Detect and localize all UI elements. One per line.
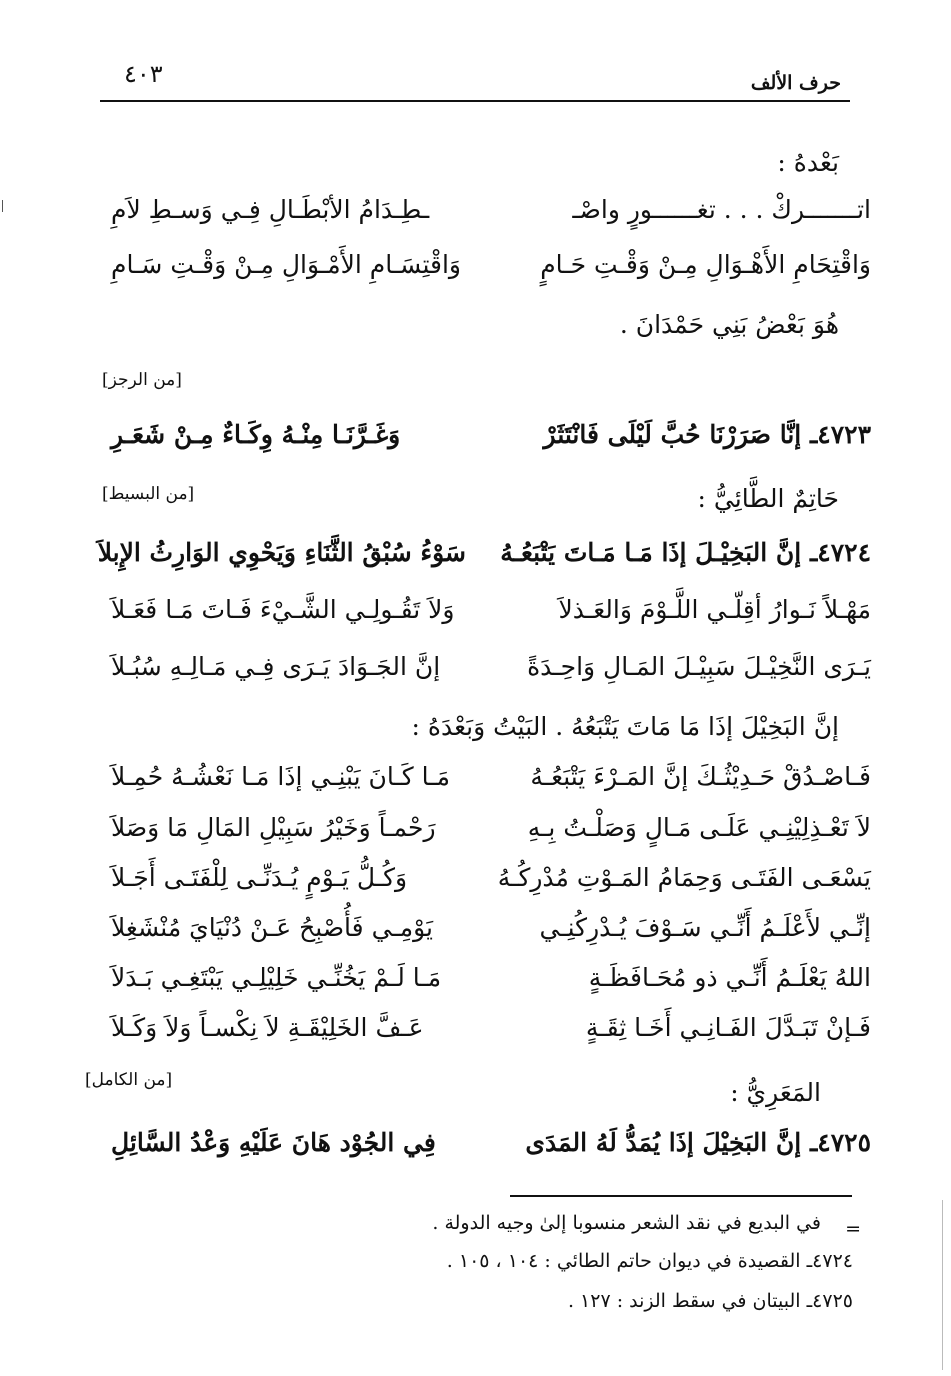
verse-text: إنَّا صَرَرْنَا حُبَّ لَيْلَى فَانْتَثَرْ [543, 420, 802, 449]
verse-text: إنَّ البَخِيْـلَ إذَا مَـا مَـاتَ يَتْبَعُـهُ [500, 538, 802, 567]
verse-hemistich-2: سَوْءُ سُبْقُ الثَّنَاءِ وَيَحْوِي الوَارِثُ الإِبلاَ [97, 538, 466, 567]
verse-hemistich-2: ـطِـدَامُ الأبْطَـالِ فِـي وَسـطِ لاَمِ [111, 195, 430, 224]
verse-hemistich-2: مَـا كَـانَ يَبْنِـي إذَا مَـا نَعْشُـهُ حُمِـلاَ [111, 762, 450, 791]
verse-hemistich-1: وَاقْتِحَامِ الأَهْـوَالِ مِـنْ وَقْـتِ حَـامٍ [540, 250, 871, 279]
verse-row [111, 652, 871, 692]
verse-hemistich-1: فَـإنْ تَبَـدَّلَ الفَـانِـي أَخَـا ثِقَـةٍ [585, 1013, 871, 1042]
verse-hemistich-1: اتـــــــركْ . . . تغــــــورٍ واصْـ [572, 195, 871, 224]
verse-hemistich-2: عَـفَّ الخَلِيْقَـةِ لاَ نِكْسـاً وَلاَ وَكَـلاَ [111, 1013, 424, 1042]
commentary-line: هُوَ بَعْضُ بَنِي حَمْدَانَ . [619, 310, 839, 339]
meter-label: [من الكامل] [85, 1070, 173, 1090]
verse-hemistich-1 [500, 538, 871, 567]
verse-hemistich-2: مَـا لَـمْ يَخُنِّـي خَلِيْلِـي يَبْتَغِـي بَـدَلاَ [111, 963, 442, 992]
footnote-rule [510, 1195, 852, 1197]
intro-line: بَعْدهُ : [777, 148, 839, 177]
verse-hemistich-2: رَحْمـاً وَخَيْرُ سَبِيْلِ المَالِ مَا وَصَلاَ [111, 813, 436, 842]
footnote-continuation-mark: = [845, 1218, 861, 1240]
poet-name: حَاتِمٌ الطَّائِيُّ : [697, 484, 839, 513]
verse-hemistich-1: اللهُ يَعْلَـمُ أَنِّـي ذو مُحَـافَظَـةٍ [588, 963, 871, 992]
verse-hemistich-2: وَاقْتِسَـامِ الأَمْـوَالِ مِـنْ وَقْـتِ سَـامِ [111, 250, 461, 279]
verse-hemistich-2: وَكُـلُّ يَـوْمٍ يُـدَنِّـى لِلْفَتَـى أَجَـلاَ [111, 863, 408, 892]
verse-row [111, 913, 871, 953]
footnote: ٤٧٢٥ـ البيتان في سقط الزند : ١٢٧ . [567, 1290, 853, 1312]
verse-row-4724 [97, 538, 871, 578]
verse-hemistich-1 [525, 1128, 871, 1157]
scan-edge-mark [2, 200, 3, 212]
verse-row [111, 1013, 871, 1053]
meter-label: [من البسيط] [102, 484, 195, 504]
verse-text: إنَّ البَخِيْلَ إذَا يُمَدُّ لَهُ المَدَى [525, 1128, 802, 1157]
verse-number: ٤٧٢٤ـ [809, 538, 871, 567]
verse-row [111, 195, 871, 235]
verse-hemistich-1: مَهْـلاً نَـوارُ أقِلّـي اللَّـوْمَ وَالعَـذلاَ [558, 595, 871, 624]
verse-hemistich-2: وَلاَ تَقُـولِـي الشَّـيْءَ فَـاتَ مَـا فَعَـلاَ [111, 595, 455, 624]
verse-row [111, 250, 871, 290]
verse-number: ٤٧٢٣ـ [809, 420, 871, 449]
verse-row [111, 762, 871, 802]
verse-hemistich-1: إنِّـي لأَعْلَـمُ أَنِّـي سَـوْفَ يُـدْرِكُنِـي [539, 913, 871, 942]
page-number: ٤٠٣ [124, 60, 163, 88]
verse-row-4725 [111, 1128, 871, 1168]
footnote: في البديع في نقد الشعر منسوبا إلىٰ وجيه الدولة . [432, 1212, 821, 1234]
meter-label: [من الرجز] [102, 370, 182, 390]
verse-number: ٤٧٢٥ـ [809, 1128, 871, 1157]
verse-hemistich-1: فَـاصْـدُقْ حَـدِيْثُـكَ إنَّ المَـرْءَ يَتْبَعُـهُ [530, 762, 871, 791]
verse-hemistich-1 [531, 420, 871, 449]
verse-hemistich-2: وَغَـرَّنَـا مِنْـهُ وِكَـاءٌ مِـنْ شَعَـرِ [111, 420, 401, 449]
verse-hemistich-2: يَوْمِـي فَأُصْبِحُ عَـنْ دُنْيَايَ مُنْشَغِلاَ [111, 913, 433, 942]
verse-row [111, 813, 871, 853]
verse-hemistich-1: يَسْعَـى الفَتَـى وَحِمَامُ المَـوْتِ مُدْرِكُـهُ [497, 863, 871, 892]
verse-hemistich-2: فِي الجُوْد هَانَ عَلَيْهِ وَعْدُ السَّائِلِ [111, 1128, 436, 1157]
commentary-line: إنَّ البَخِيْلَ إذَا مَا مَاتَ يَتْبَعُهُ . البَيْتُ وَبَعْدَهُ : [411, 712, 839, 741]
verse-row-4723 [111, 420, 871, 460]
verse-row [111, 863, 871, 903]
verse-hemistich-1: يَـرَى النَّخِيْـلَ سَبِيْـلَ المَـالِ وَاحِـدَةً [527, 652, 871, 681]
chapter-title: حرف الألف [750, 72, 841, 94]
verse-hemistich-2: إنَّ الجَـوَادَ يَـرَى فِـي مَـالِـهِ سُبُـلاَ [111, 652, 441, 681]
footnote: ٤٧٢٤ـ القصيدة في ديوان حاتم الطائي : ١٠٤ ، ١٠٥ . [446, 1250, 853, 1272]
poet-name: المَعَرِيُّ : [730, 1078, 821, 1107]
verse-row [111, 595, 871, 635]
verse-hemistich-1: لاَ تَعْـذِلِيْنِـي عَلَـى مَـالٍ وَصَلْـتُ بِـهِ [527, 813, 871, 842]
scan-edge-mark [942, 1200, 943, 1370]
verse-row [111, 963, 871, 1003]
header-rule [100, 100, 850, 102]
